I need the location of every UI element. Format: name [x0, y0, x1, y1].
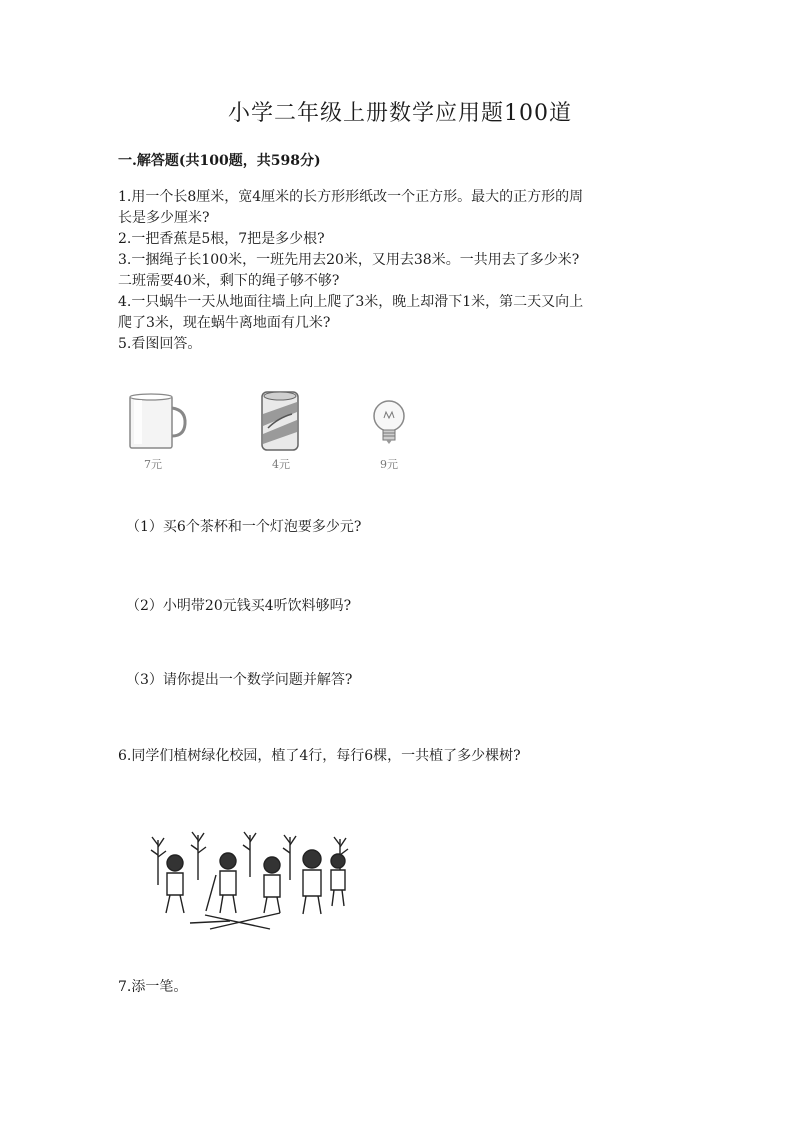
light-bulb-item: [354, 388, 424, 478]
question-4: [118, 292, 688, 334]
soda-can-item: [246, 388, 316, 478]
light-bulb-icon: [354, 388, 424, 454]
question-6: 6.同学们植树绿化校园，植了4行，每行6棵，一共植了多少棵树?: [118, 748, 521, 764]
mug-item: [118, 388, 188, 478]
section-heading: 一.解答题(共100题，共598分): [118, 153, 321, 169]
question-3-line-2: 二班需要40米，剩下的绳子够不够?: [118, 273, 340, 289]
soda-can-icon: [246, 388, 316, 454]
sub-question-3: （3）请你提出一个数学问题并解答?: [126, 672, 353, 688]
question-1: [118, 187, 688, 229]
price-figure: [118, 388, 438, 478]
question-4-line-1: 4.一只蜗牛一天从地面往墙上向上爬了3米，晚上却滑下1米，第二天又向上: [118, 294, 584, 310]
tree-planting-illustration: [140, 825, 370, 940]
question-1-line-2: 长是多少厘米?: [118, 210, 210, 226]
question-7: 7.添一笔。: [118, 979, 188, 995]
light-bulb-price: 9元: [380, 458, 398, 471]
sub-question-1: （1）买6个茶杯和一个灯泡要多少元?: [126, 519, 362, 535]
question-3: [118, 250, 688, 292]
sub-question-2: （2）小明带20元钱买4听饮料够吗?: [126, 598, 352, 614]
mug-icon: [118, 388, 188, 454]
question-1-line-1: 1.用一个长8厘米，宽4厘米的长方形形纸改一个正方形。最大的正方形的周: [118, 189, 584, 205]
question-5: 5.看图回答。: [118, 336, 202, 352]
question-4-line-2: 爬了3米，现在蜗牛离地面有几米?: [118, 315, 331, 331]
mug-price: 7元: [144, 458, 162, 471]
question-3-line-1: 3.一捆绳子长100米，一班先用去20米，又用去38米。一共用去了多少米?: [118, 252, 580, 268]
soda-can-price: 4元: [272, 458, 290, 471]
page-title: 小学二年级上册数学应用题100道: [228, 101, 572, 126]
question-2: 2.一把香蕉是5根，7把是多少根?: [118, 231, 325, 247]
